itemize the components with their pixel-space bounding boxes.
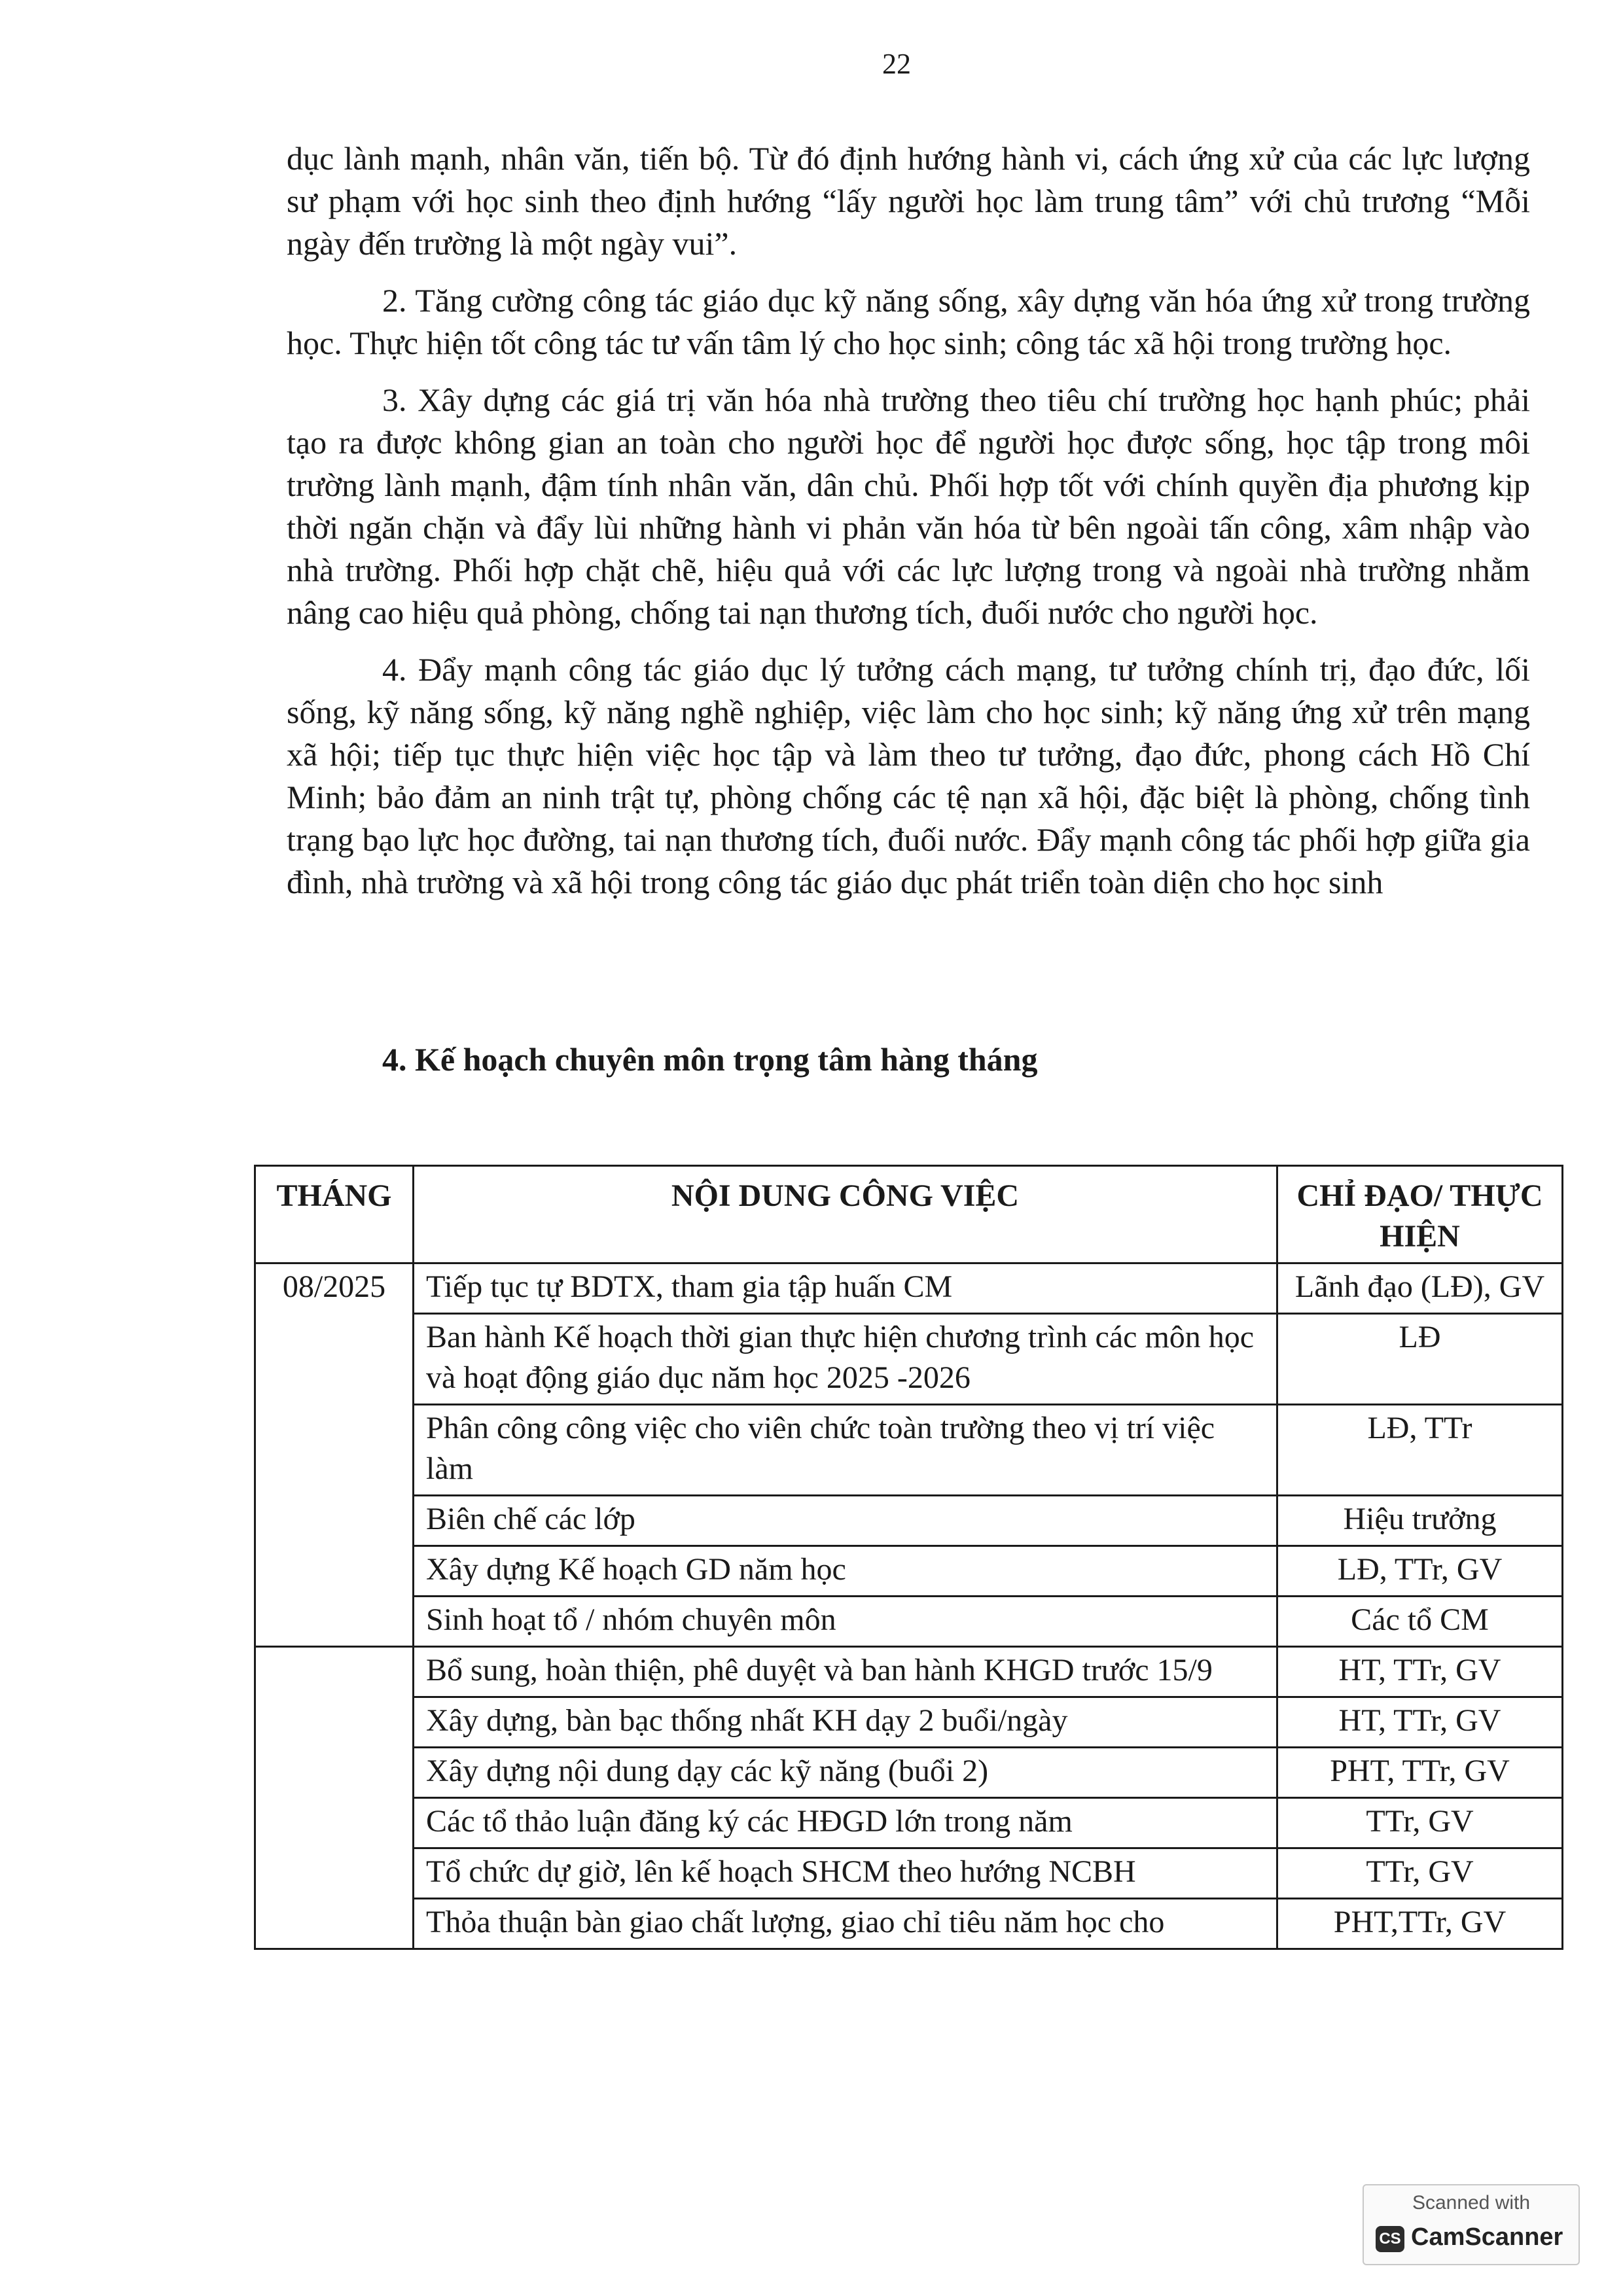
task-cell: Xây dựng Kế hoạch GD năm học: [414, 1546, 1277, 1597]
camscanner-logo-icon: CS: [1376, 2226, 1404, 2252]
table-row: [255, 1405, 1563, 1496]
camscanner-brand-text: CamScanner: [1411, 2223, 1563, 2251]
task-cell: Sinh hoạt tổ / nhóm chuyên môn: [414, 1597, 1277, 1647]
responsible-cell: TTr, GV: [1277, 1798, 1563, 1848]
paragraph-item-2: 2. Tăng cường công tác giáo dục kỹ năng sống, xây dựng văn hóa ứng xử trong trường học. Thực hiện tốt công tác tư vấn tâm lý cho học sinh; công tác xã hội trong trường học.: [287, 282, 1530, 361]
paragraph-continuation: dục lành mạnh, nhân văn, tiến bộ. Từ đó định hướng hành vi, cách ứng xử của các lực lượng sư phạm với học sinh theo định hướng “lấy người học làm trung tâm” với chủ trương “Mỗi ngày đến trường là một ngày vui”.: [287, 140, 1530, 262]
responsible-cell: Hiệu trưởng: [1277, 1496, 1563, 1546]
table-row: [255, 1314, 1563, 1405]
task-cell: Phân công công việc cho viên chức toàn trường theo vị trí việc làm: [414, 1405, 1277, 1496]
responsible-cell: PHT,TTr, GV: [1277, 1899, 1563, 1949]
task-cell: Bổ sung, hoàn thiện, phê duyệt và ban hành KHGD trước 15/9: [414, 1647, 1277, 1697]
task-cell: Biên chế các lớp: [414, 1496, 1277, 1546]
table-row: [255, 1697, 1563, 1748]
header-responsible: CHỈ ĐẠO/ THỰC HIỆN: [1277, 1166, 1563, 1263]
task-cell: Xây dựng, bàn bạc thống nhất KH dạy 2 buổi/ngày: [414, 1697, 1277, 1748]
responsible-cell: LĐ, TTr, GV: [1277, 1546, 1563, 1597]
page-number: 22: [882, 48, 911, 80]
responsible-cell: HT, TTr, GV: [1277, 1697, 1563, 1748]
table-row: [255, 1748, 1563, 1798]
header-content: NỘI DUNG CÔNG VIỆC: [414, 1166, 1277, 1263]
table-row: [255, 1848, 1563, 1899]
responsible-cell: TTr, GV: [1277, 1848, 1563, 1899]
task-cell: Các tổ thảo luận đăng ký các HĐGD lớn trong năm: [414, 1798, 1277, 1848]
task-cell: Thỏa thuận bàn giao chất lượng, giao chỉ tiêu năm học cho: [414, 1899, 1277, 1949]
responsible-cell: LĐ: [1277, 1314, 1563, 1405]
section-heading: 4. Kế hoạch chuyên môn trọng tâm hàng tháng: [382, 1041, 1038, 1078]
paragraph-item-3: 3. Xây dựng các giá trị văn hóa nhà trường theo tiêu chí trường học hạnh phúc; phải tạo ra được không gian an toàn cho người học để người học được sống, học tập trong môi trường lành mạnh, đậm tính nhân văn, dân chủ. Phối hợp tốt với chính quyền địa phương kịp thời ngăn chặn và đẩy lùi những hành vi phản văn hóa từ bên ngoài tấn công, xâm nhập vào nhà trường. Phối hợp chặt chẽ, hiệu quả với các lực lượng trong và ngoài nhà trường nhằm nâng cao hiệu quả phòng, chống tai nạn thương tích, đuối nước cho người học.: [287, 381, 1530, 631]
table-row: [255, 1496, 1563, 1546]
responsible-cell: Các tổ CM: [1277, 1597, 1563, 1647]
monthly-plan-table: [254, 1165, 1563, 1950]
table-header-row: [255, 1166, 1563, 1263]
header-month: THÁNG: [255, 1166, 414, 1263]
scanned-with-text: Scanned with: [1412, 2192, 1531, 2214]
table-row: [255, 1263, 1563, 1314]
task-cell: Xây dựng nội dung dạy các kỹ năng (buổi 2): [414, 1748, 1277, 1798]
table-row: [255, 1798, 1563, 1848]
month-cell: 08/2025: [255, 1263, 414, 1647]
month-cell: [255, 1647, 414, 1949]
body-text: [287, 137, 1530, 918]
paragraph-item-4: 4. Đẩy mạnh công tác giáo dục lý tưởng cách mạng, tư tưởng chính trị, đạo đức, lối sống, kỹ năng sống, kỹ năng nghề nghiệp, việc làm cho học sinh; kỹ năng ứng xử trên mạng xã hội; tiếp tục thực hiện việc học tập và làm theo tư tưởng, đạo đức, phong cách Hồ Chí Minh; bảo đảm an ninh trật tự, phòng chống các tệ nạn xã hội, đặc biệt là phòng, chống tình trạng bạo lực học đường, tai nạn thương tích, đuối nước. Đẩy mạnh công tác phối hợp giữa gia đình, nhà trường và xã hội trong công tác giáo dục phát triển toàn diện cho học sinh: [287, 651, 1530, 900]
responsible-cell: Lãnh đạo (LĐ), GV: [1277, 1263, 1563, 1314]
task-cell: Ban hành Kế hoạch thời gian thực hiện chương trình các môn học và hoạt động giáo dục năm học 2025 -2026: [414, 1314, 1277, 1405]
camscanner-watermark: [1363, 2184, 1580, 2265]
responsible-cell: LĐ, TTr: [1277, 1405, 1563, 1496]
responsible-cell: PHT, TTr, GV: [1277, 1748, 1563, 1798]
table-row: [255, 1597, 1563, 1647]
table-row: [255, 1899, 1563, 1949]
table-row: [255, 1546, 1563, 1597]
table-row: [255, 1647, 1563, 1697]
responsible-cell: HT, TTr, GV: [1277, 1647, 1563, 1697]
task-cell: Tổ chức dự giờ, lên kế hoạch SHCM theo hướng NCBH: [414, 1848, 1277, 1899]
task-cell: Tiếp tục tự BDTX, tham gia tập huấn CM: [414, 1263, 1277, 1314]
